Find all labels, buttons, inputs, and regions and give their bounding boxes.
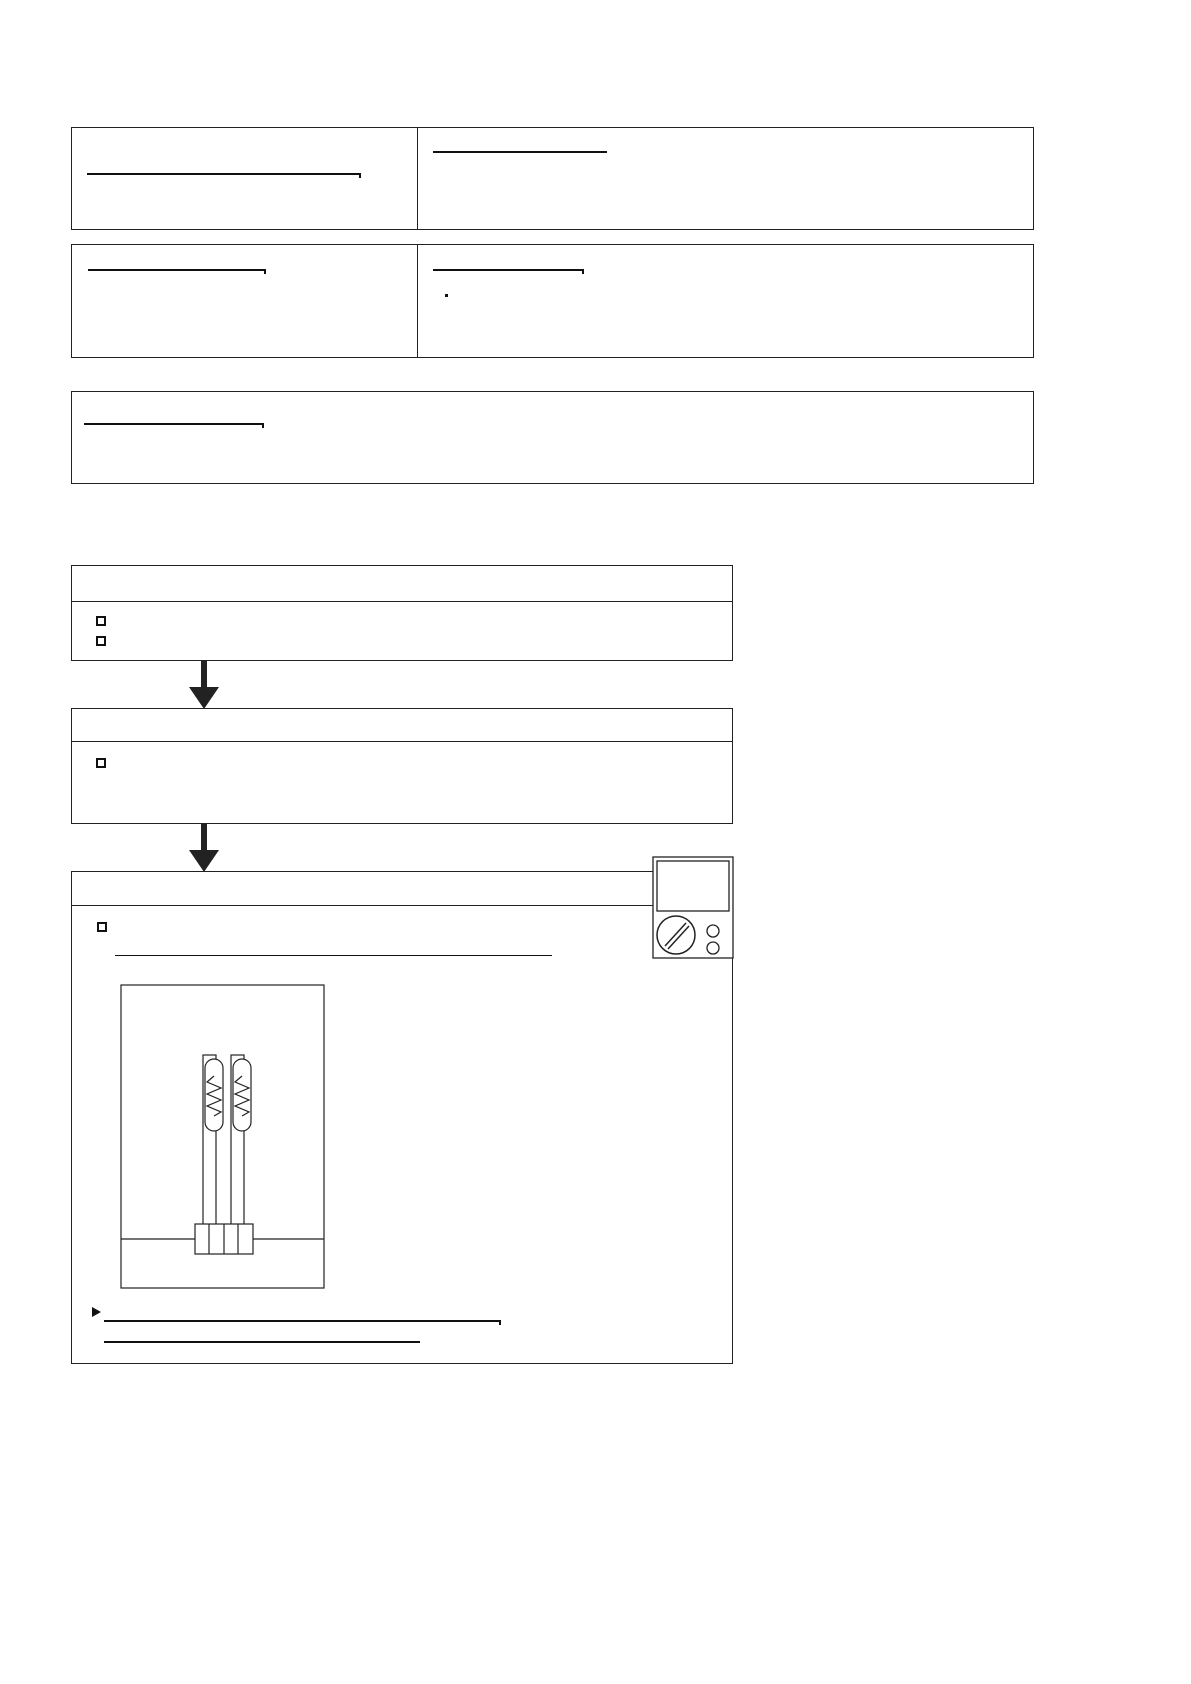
note-underline-1 — [104, 1320, 500, 1322]
step-header-divider — [72, 601, 732, 602]
step-header-divider — [72, 741, 732, 742]
info-box-row-2 — [71, 244, 1034, 358]
step-text-underline — [115, 955, 552, 956]
down-arrow-icon — [201, 824, 207, 852]
info-label-underline-top-right — [433, 151, 607, 153]
flow-step-3 — [71, 871, 733, 1364]
multimeter-icon — [652, 856, 734, 959]
flow-step-2 — [71, 708, 733, 824]
info-label-underline-middle-left — [88, 269, 265, 271]
info-label-underline-middle-right — [433, 269, 583, 271]
info-box-divider — [417, 128, 418, 229]
info-box-wide — [71, 391, 1034, 484]
info-label-underline-top-left — [87, 173, 360, 175]
info-box-row-1 — [71, 127, 1034, 230]
flow-step-1 — [71, 565, 733, 661]
checkbox-icon[interactable] — [96, 616, 106, 626]
triangle-pointer-icon — [92, 1307, 101, 1317]
step-header-divider — [72, 905, 732, 906]
note-underline-2 — [104, 1341, 420, 1343]
down-arrow-icon — [201, 661, 207, 689]
checkbox-icon[interactable] — [97, 922, 107, 932]
down-arrow-head-icon — [189, 687, 219, 709]
checkbox-icon[interactable] — [96, 758, 106, 768]
info-box-divider — [417, 245, 418, 357]
down-arrow-head-icon — [189, 850, 219, 872]
checkbox-icon[interactable] — [96, 636, 106, 646]
connector-sensor-icon — [120, 984, 325, 1289]
info-label-underline-wide — [84, 423, 263, 425]
bullet-icon — [445, 294, 448, 297]
